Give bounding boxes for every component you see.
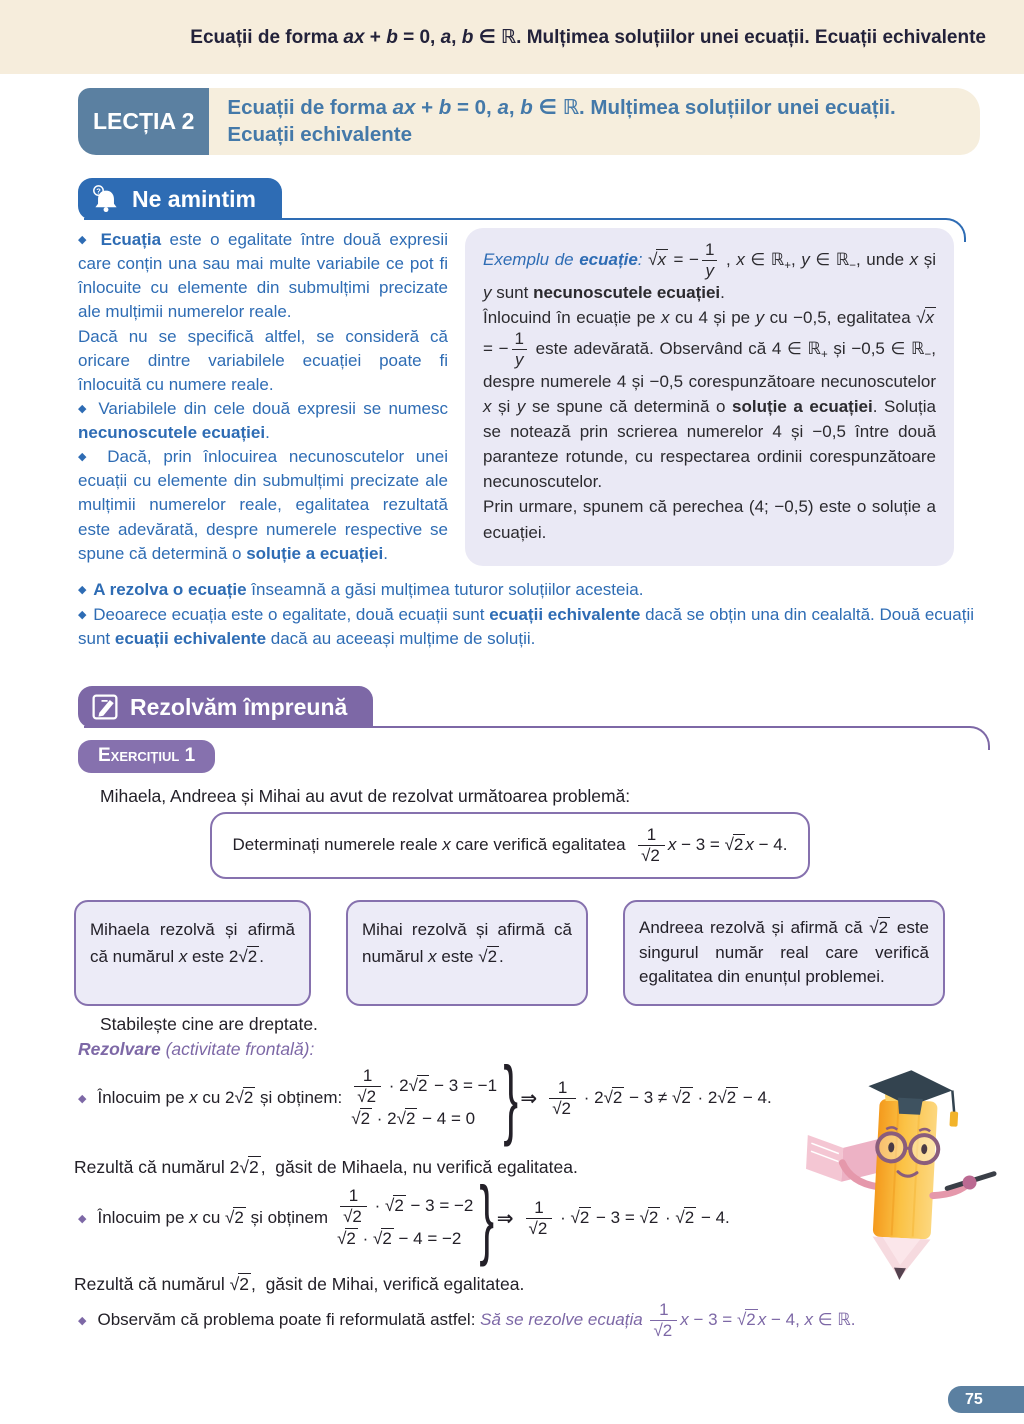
student-box-mihai: [346, 900, 588, 1006]
theory-full-width: [78, 578, 980, 652]
theory-paragraph: ◆ Ecuația este o egalitate între două expresii care conțin una sau mai multe variabile ce pot fi înlocuite cu elemente din submulțimi precizate ale mulțimii numerelor reale.: [78, 230, 448, 322]
bullet-diamond: ◆: [78, 1212, 87, 1225]
rezolvare-label: Rezolvare (activitate frontală):: [78, 1039, 315, 1059]
bullet-diamond: ◆: [78, 1314, 87, 1327]
ne-amintim-pill: [78, 178, 282, 220]
section-ne-amintim-header: [78, 178, 966, 220]
lesson-badge: LECȚIA 2: [78, 88, 209, 155]
problem-statement: Determinați numerele reale x care verifică egalitatea $\frac{1}{√2}$ x − 3 = √2 x − 4.: [232, 825, 788, 865]
student-answers: [74, 900, 945, 1006]
rezolvam-title: Rezolvăm împreună: [130, 693, 348, 720]
solution-step-3: [78, 1301, 856, 1340]
running-head-text: Ecuații de forma ax + b = 0, a, b ∈ ℝ. Mulțimea soluțiilor unei ecuații. Ecuații echivalente: [190, 26, 986, 48]
student-box-andreea: [623, 900, 945, 1006]
lesson-title: [209, 88, 980, 155]
theory-paragraph: Dacă nu se specifică altfel, se consideră că oricare dintre variabilele ecuației poate fi înlocuită cu numere reale.: [78, 326, 448, 394]
equation-system: [351, 1067, 497, 1129]
theory-paragraph: ◆ Deoarece ecuația este o egalitate, două ecuații sunt ecuații echivalente dacă se obțin una din cealaltă. Două ecuații sunt ecuații echivalente dacă au aceeași mulțime de soluții.: [78, 604, 974, 649]
section-rezolvam-header: [78, 686, 990, 728]
system-brace: }: [479, 1168, 495, 1267]
task-line: Stabilește cine are dreptate.: [100, 1014, 318, 1034]
svg-text:?: ?: [96, 186, 101, 196]
problem-box: [210, 812, 810, 879]
student-statement: Mihai rezolvă și afirmă că numărul x este √2 .: [362, 920, 572, 967]
student-box-mihaela: [74, 900, 311, 1006]
exercise-intro: Mihaela, Andreea și Mihai au avut de rezolvat următoarea problemă:: [100, 786, 631, 806]
example-paragraph: Înlocuind în ecuație pe x cu 4 și pe y cu −0,5, egalitatea √x = − $\frac{1}{y}$ este adevărată. Observând că 4 ∈ ℝ$_+$ și −0,5 ∈ ℝ$_-$, despre numerele 4 și −0,5 corespunzătoare necunoscutelor x și y se spune că determină o soluție a ecuației. Soluția se notează prin scrierea numerelor 4 și −0,5 între două paranteze rotunde, cu respectarea ordinii corespunzătoare necunoscutelor.: [483, 307, 936, 492]
step-lead: Înlocuim pe x cu √2 și obținem: [97, 1208, 329, 1228]
example-paragraph: Prin urmare, spunem că perechea (4; −0,5) este o soluție a ecuației.: [483, 497, 936, 542]
theory-paragraph: ◆ Variabilele din cele două expresii se numesc necunoscutele ecuației.: [78, 398, 448, 442]
example-box: [465, 228, 954, 566]
page-number-tab: [948, 1386, 1024, 1413]
implies-arrow: ⇒: [496, 1207, 514, 1230]
step-conclusion: Rezultă că numărul √2 , găsit de Mihai, verifică egalitatea.: [74, 1274, 525, 1294]
section-rule: [84, 726, 990, 750]
theory-paragraph: ◆ A rezolva o ecuație înseamnă a găsi mulțimea tuturor soluțiilor acesteia.: [78, 580, 644, 599]
step-conclusion: Rezultă că numărul 2√2 , găsit de Mihaela, nu verifică egalitatea.: [74, 1157, 578, 1177]
student-statement: Mihaela rezolvă și afirmă că numărul x este 2√2 .: [90, 920, 295, 967]
equation: √2 · 2√2 − 4 = 0: [351, 1108, 476, 1128]
student-statement: Andreea rezolvă și afirmă că √2 este singurul număr real care verifică egalitatea din enunțul problemei.: [639, 918, 929, 987]
lesson-title-text: Ecuații de forma ax + b = 0, a, b ∈ ℝ. Mulțimea soluțiilor unei ecuații. Ecuații echivalente: [227, 96, 896, 146]
exercise-badge: Exercițiul 1: [78, 740, 215, 773]
equation: $\frac{1}{√2}$ · 2√2 − 3 = −1: [351, 1067, 497, 1106]
step-lead: Înlocuim pe x cu 2√2 și obținem:: [97, 1088, 343, 1108]
ne-amintim-content: [78, 228, 954, 566]
bell-icon: [91, 184, 121, 214]
example-paragraph: Exemplu de ecuație: √x = − $\frac{1}{y}$ , x ∈ ℝ$_+$, y ∈ ℝ$_-$, unde x și y sunt necunoscutele ecuației.: [483, 240, 937, 302]
bullet-diamond: ◆: [78, 1092, 87, 1105]
equation: √2 · √2 − 4 = −2: [337, 1228, 462, 1248]
solution-step-2: [78, 1168, 730, 1267]
pencil-mascot-illustration: [798, 1052, 998, 1285]
step-result: $\frac{1}{√2}$ · √2 − 3 = √2 · √2 − 4.: [523, 1199, 730, 1238]
writing-icon: [91, 693, 119, 721]
running-head: [0, 0, 1024, 74]
rezolvam-pill: [78, 686, 373, 728]
theory-column: [78, 228, 448, 566]
step-result: $\frac{1}{√2}$ · 2√2 − 3 ≠ √2 · 2√2 − 4.: [546, 1079, 772, 1118]
lesson-header: [78, 88, 980, 155]
theory-paragraph: ◆ Dacă, prin înlocuirea necunoscutelor unei ecuații cu elemente din submulțimi precizate ale mulțimii numerelor reale, egalitatea rezultată este adevărată, despre numerele respective se spune că determină o soluție a ecuației.: [78, 447, 448, 563]
equation: $\frac{1}{√2}$ · √2 − 3 = −2: [337, 1187, 473, 1226]
implies-arrow: ⇒: [520, 1087, 538, 1110]
observation-text: Observăm că problema poate fi reformulată astfel: Să se rezolve ecuația $\frac{1}{√2}$ x − 3 = √2 x − 4, x ∈ ℝ.: [97, 1300, 856, 1340]
pencil-mascot-icon: [798, 1052, 998, 1280]
ne-amintim-title: Ne amintim: [132, 185, 256, 212]
equation-system: [337, 1187, 473, 1249]
system-brace: }: [503, 1048, 519, 1147]
page-number: 75: [965, 1390, 983, 1408]
